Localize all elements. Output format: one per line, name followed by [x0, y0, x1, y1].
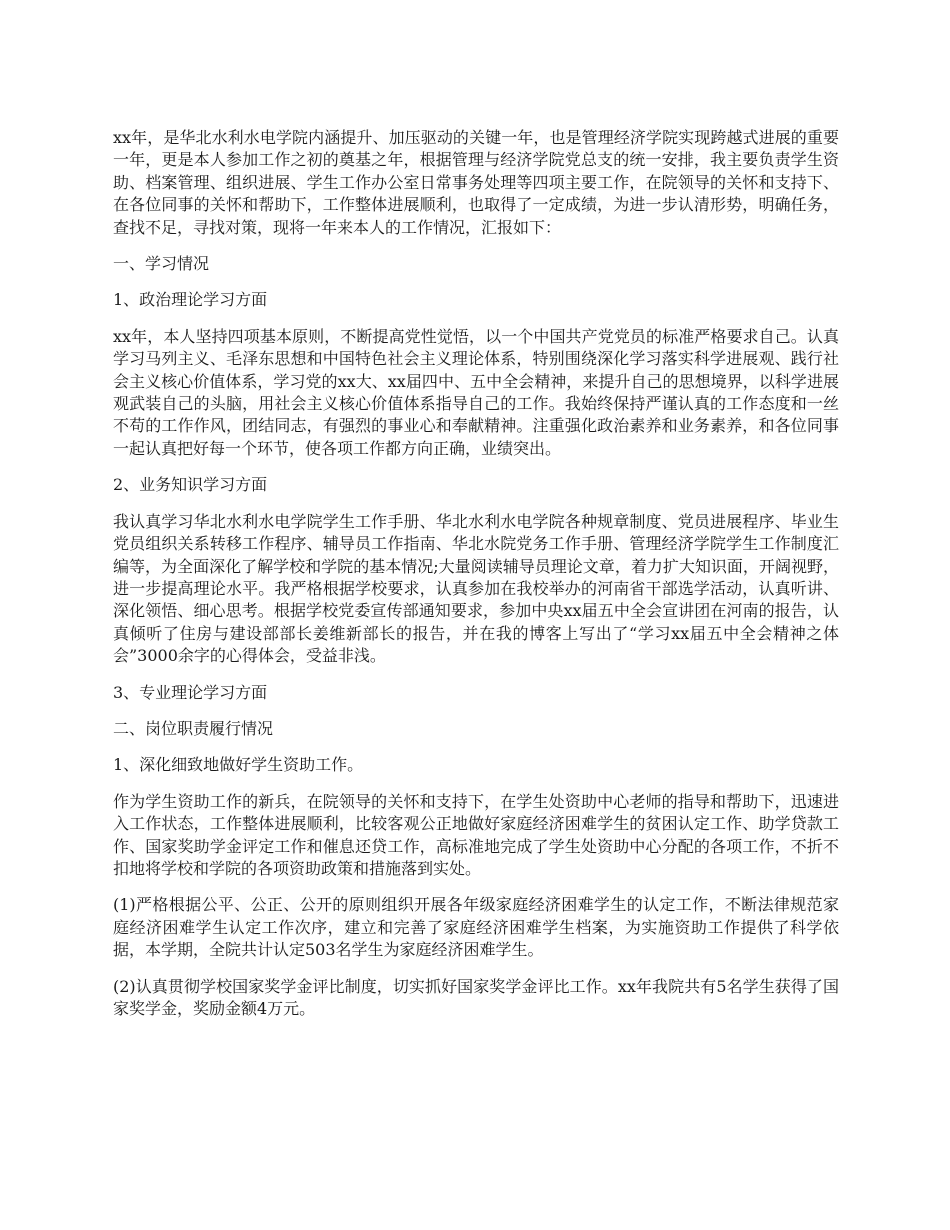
subheading-political-theory: 1、政治理论学习方面: [113, 290, 268, 310]
business-knowledge-paragraph: 我认真学习华北水利水电学院学生工作手册、华北水利水电学院各种规章制度、党员进展程序、毕业生党员组织关系转移工作程序、辅导员工作指南、华北水院党务工作手册、管理经济学院学生工作制度汇编等，为全面深化了解学校和学院的基本情况;大量阅读辅导员理论文章，着力扩大知识面，开阔视野，进一步提高理论水平。我严格根据学校要求，认真参加在我校举办的河南省干部选学活动，认真听讲、深化领悟、细心思考。根据学校党委宣传部通知要求，参加中央xx届五中全会宣讲团在河南的报告，认真倾听了住房与建设部部长姜维新部长的报告，并在我的博客上写出了“学习xx届五中全会精神之体会”3000余字的心得体会，受益非浅。: [113, 511, 839, 666]
section-heading-study: 一、学习情况: [113, 254, 210, 274]
document-body: [113, 127, 839, 1034]
section-heading-duties: 二、岗位职责履行情况: [113, 718, 274, 738]
aid-item-2-paragraph: (2)认真贯彻学校国家奖学金评比制度，切实抓好国家奖学金评比工作。xx年我院共有5名学生获得了国家奖学金，奖励金额4万元。: [113, 976, 839, 1018]
subheading-business-knowledge: 2、业务知识学习方面: [113, 475, 268, 495]
aid-item-1-paragraph: (1)严格根据公平、公正、公开的原则组织开展各年级家庭经济困难学生的认定工作，不断法律规范家庭经济困难学生认定工作次序，建立和完善了家庭经济困难学生档案，为实施资助工作提供了科学依据，本学期，全院共计认定503名学生为家庭经济困难学生。: [113, 895, 839, 960]
subheading-student-aid: 1、深化细致地做好学生资助工作。: [113, 755, 364, 775]
subheading-professional-theory: 3、专业理论学习方面: [113, 682, 268, 702]
student-aid-paragraph: 作为学生资助工作的新兵，在院领导的关怀和支持下，在学生处资助中心老师的指导和帮助下，迅速进入工作状态，工作整体进展顺利，比较客观公正地做好家庭经济困难学生的贫困认定工作、助学贷款工作、国家奖助学金评定工作和催息还贷工作，高标准地完成了学生处资助中心分配的各项工作，不折不扣地将学校和学院的各项资助政策和措施落到实处。: [113, 791, 839, 878]
political-theory-paragraph: xx年，本人坚持四项基本原则，不断提高党性觉悟，以一个中国共产党党员的标准严格要求自己。认真学习马列主义、毛泽东思想和中国特色社会主义理论体系，特别围绕深化学习落实科学进展观、践行社会主义核心价值体系，学习党的xx大、xx届四中、五中全会精神，来提升自己的思想境界，以科学进展观武装自己的头脑，用社会主义核心价值体系指导自己的工作。我始终保持严谨认真的工作态度和一丝不苟的工作作风，团结同志，有强烈的事业心和奉献精神。注重强化政治素养和业务素养，和各位同事一起认真把好每一个环节，使各项工作都方向正确，业绩突出。: [113, 326, 839, 458]
intro-paragraph: xx年，是华北水利水电学院内涵提升、加压驱动的关键一年，也是管理经济学院实现跨越式进展的重要一年，更是本人参加工作之初的奠基之年，根据管理与经济学院党总支的统一安排，我主要负责学生资助、档案管理、组织进展、学生工作办公室日常事务处理等四项主要工作，在院领导的关怀和支持下、在各位同事的关怀和帮助下，工作整体进展顺利，也取得了一定成绩，为进一步认清形势，明确任务，查找不足，寻找对策，现将一年来本人的工作情况，汇报如下：: [113, 128, 839, 237]
